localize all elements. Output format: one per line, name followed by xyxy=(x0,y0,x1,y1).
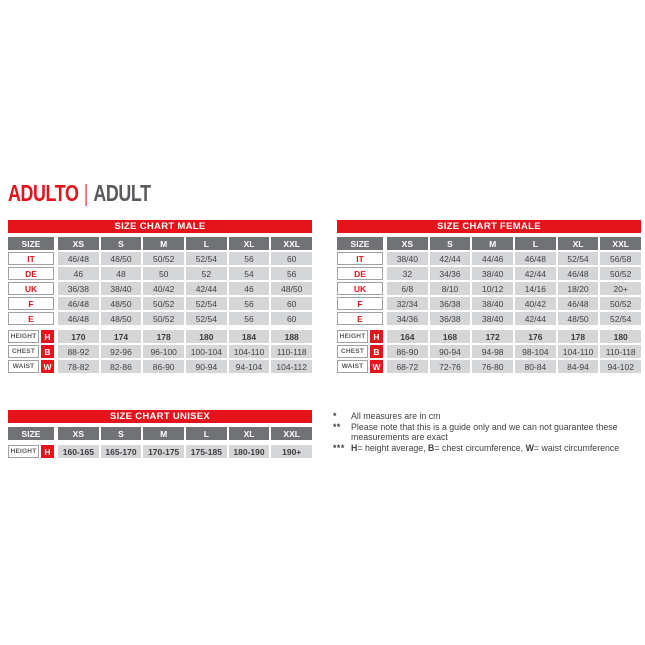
value-cell: 178 xyxy=(143,330,184,343)
row-label-height: HEIGHT xyxy=(8,445,39,458)
value-cell: 86-90 xyxy=(143,360,184,373)
measure-label-group xyxy=(337,330,383,343)
value-cell: 60 xyxy=(271,297,312,310)
table-row-waist xyxy=(8,360,312,373)
value-cell: 46/48 xyxy=(515,252,556,265)
value-cell: 78-82 xyxy=(58,360,99,373)
value-cell: 96-100 xyxy=(143,345,184,358)
row-label-f: F xyxy=(8,297,54,310)
value-cell: 38/40 xyxy=(472,267,513,280)
column-header-m: M xyxy=(143,237,184,250)
column-header-l: L xyxy=(186,427,227,440)
value-cell: 46/48 xyxy=(58,297,99,310)
value-cell: 110-118 xyxy=(271,345,312,358)
value-cell: 48 xyxy=(101,267,142,280)
value-cell: 170-175 xyxy=(143,445,184,458)
column-header-s: S xyxy=(430,237,471,250)
table-row-de xyxy=(337,267,641,280)
title-adulto: ADULTO xyxy=(8,180,79,206)
value-cell: 174 xyxy=(101,330,142,343)
value-cell: 56 xyxy=(229,252,270,265)
measure-label-group xyxy=(337,360,383,373)
value-cell: 52/54 xyxy=(558,252,599,265)
measure-badge-h: H xyxy=(370,330,383,343)
size-chart-female-table xyxy=(337,220,641,373)
value-cell: 38/40 xyxy=(472,312,513,325)
chart-title-bar: SIZE CHART UNISEX xyxy=(8,410,312,423)
value-cell: 10/12 xyxy=(472,282,513,295)
value-cell: 56 xyxy=(229,312,270,325)
column-header-xl: XL xyxy=(229,237,270,250)
table-row-height xyxy=(337,330,641,343)
value-cell: 36/38 xyxy=(58,282,99,295)
measure-badge-h: H xyxy=(41,330,54,343)
column-header-xxl: XXL xyxy=(271,427,312,440)
value-cell: 54 xyxy=(229,267,270,280)
row-label-chest: CHEST xyxy=(8,345,39,358)
measure-badge-w: W xyxy=(41,360,54,373)
value-cell: 46/48 xyxy=(558,297,599,310)
value-cell: 46/48 xyxy=(58,312,99,325)
column-header-xs: XS xyxy=(58,427,99,440)
value-cell: 52/54 xyxy=(186,297,227,310)
row-label-waist: WAIST xyxy=(337,360,368,373)
footnote xyxy=(333,411,645,422)
table-row-height xyxy=(8,330,312,343)
value-cell: 38/40 xyxy=(387,252,428,265)
row-label-chest: CHEST xyxy=(337,345,368,358)
footnote-segment: = height average, xyxy=(357,442,429,453)
footnote-segment: = chest circumference, xyxy=(434,442,526,453)
column-header-l: L xyxy=(515,237,556,250)
value-cell: 180 xyxy=(186,330,227,343)
column-header-xs: XS xyxy=(387,237,428,250)
measure-label-group xyxy=(8,360,54,373)
value-cell: 90-94 xyxy=(186,360,227,373)
value-cell: 60 xyxy=(271,312,312,325)
size-column-header: SIZE xyxy=(8,237,54,250)
row-label-height: HEIGHT xyxy=(8,330,39,343)
value-cell: 42/44 xyxy=(186,282,227,295)
value-cell: 180-190 xyxy=(229,445,270,458)
value-cell: 46 xyxy=(229,282,270,295)
row-label-e: E xyxy=(337,312,383,325)
value-cell: 56/58 xyxy=(600,252,641,265)
measure-badge-w: W xyxy=(370,360,383,373)
row-label-de: DE xyxy=(8,267,54,280)
measure-label-group xyxy=(8,330,54,343)
footnote-segment: B xyxy=(428,442,435,453)
table-row-de xyxy=(8,267,312,280)
footnote-segment: H xyxy=(351,442,358,453)
value-cell: 42/44 xyxy=(515,312,556,325)
value-cell: 48/50 xyxy=(271,282,312,295)
value-cell: 48/50 xyxy=(558,312,599,325)
column-header-l: L xyxy=(186,237,227,250)
footnote-segment: = waist circumference xyxy=(533,442,620,453)
value-cell: 170 xyxy=(58,330,99,343)
column-header-xxl: XXL xyxy=(271,237,312,250)
value-cell: 190+ xyxy=(271,445,312,458)
row-label-height: HEIGHT xyxy=(337,330,368,343)
value-cell: 176 xyxy=(515,330,556,343)
value-cell: 34/36 xyxy=(387,312,428,325)
row-label-e: E xyxy=(8,312,54,325)
value-cell: 50 xyxy=(143,267,184,280)
value-cell: 88-92 xyxy=(58,345,99,358)
value-cell: 184 xyxy=(229,330,270,343)
title-separator: | xyxy=(83,180,89,206)
value-cell: 18/20 xyxy=(558,282,599,295)
chart-title-bar: SIZE CHART FEMALE xyxy=(337,220,641,233)
table-row-it xyxy=(337,252,641,265)
column-header-row xyxy=(8,427,312,440)
table-row-e xyxy=(8,312,312,325)
table-row-e xyxy=(337,312,641,325)
measure-badge-b: B xyxy=(370,345,383,358)
value-cell: 48/50 xyxy=(101,312,142,325)
value-cell: 98-104 xyxy=(515,345,556,358)
value-cell: 52/54 xyxy=(600,312,641,325)
footnote-text xyxy=(351,422,645,443)
value-cell: 104-110 xyxy=(229,345,270,358)
value-cell: 60 xyxy=(271,252,312,265)
value-cell: 56 xyxy=(229,297,270,310)
value-cell: 32/34 xyxy=(387,297,428,310)
value-cell: 178 xyxy=(558,330,599,343)
value-cell: 168 xyxy=(430,330,471,343)
row-label-f: F xyxy=(337,297,383,310)
footnote xyxy=(333,443,645,454)
value-cell: 165-170 xyxy=(101,445,142,458)
measure-label-group xyxy=(337,345,383,358)
column-header-row xyxy=(337,237,641,250)
value-cell: 160-165 xyxy=(58,445,99,458)
value-cell: 104-110 xyxy=(558,345,599,358)
value-cell: 52 xyxy=(186,267,227,280)
value-cell: 50/52 xyxy=(600,297,641,310)
value-cell: 56 xyxy=(271,267,312,280)
row-label-uk: UK xyxy=(337,282,383,295)
column-header-s: S xyxy=(101,427,142,440)
measure-label-group xyxy=(8,445,54,458)
value-cell: 80-84 xyxy=(515,360,556,373)
value-cell: 82-86 xyxy=(101,360,142,373)
table-row-height xyxy=(8,445,312,458)
value-cell: 72-76 xyxy=(430,360,471,373)
value-cell: 90-94 xyxy=(430,345,471,358)
chart-title-bar: SIZE CHART MALE xyxy=(8,220,312,233)
value-cell: 46 xyxy=(58,267,99,280)
footnote-segment: W xyxy=(525,442,534,453)
value-cell: 50/52 xyxy=(143,252,184,265)
table-row-chest xyxy=(8,345,312,358)
value-cell: 104-112 xyxy=(271,360,312,373)
column-header-xl: XL xyxy=(229,427,270,440)
value-cell: 52/54 xyxy=(186,312,227,325)
value-cell: 76-80 xyxy=(472,360,513,373)
value-cell: 38/40 xyxy=(472,297,513,310)
table-row-chest xyxy=(337,345,641,358)
footnote-text xyxy=(351,443,645,454)
column-header-m: M xyxy=(143,427,184,440)
value-cell: 36/38 xyxy=(430,297,471,310)
row-label-it: IT xyxy=(337,252,383,265)
table-row-it xyxy=(8,252,312,265)
size-column-header: SIZE xyxy=(337,237,383,250)
value-cell: 52/54 xyxy=(186,252,227,265)
value-cell: 68-72 xyxy=(387,360,428,373)
row-label-uk: UK xyxy=(8,282,54,295)
footnote-segment: Please note that this is a guide only and we can not guarantee these measurements are exact xyxy=(351,421,618,443)
value-cell: 46/48 xyxy=(58,252,99,265)
footnote-segment: All measures are in cm xyxy=(351,411,441,421)
value-cell: 44/46 xyxy=(472,252,513,265)
value-cell: 50/52 xyxy=(143,312,184,325)
value-cell: 34/36 xyxy=(430,267,471,280)
footnote-text xyxy=(351,411,645,422)
value-cell: 6/8 xyxy=(387,282,428,295)
value-cell: 32 xyxy=(387,267,428,280)
value-cell: 84-94 xyxy=(558,360,599,373)
value-cell: 164 xyxy=(387,330,428,343)
measure-badge-b: B xyxy=(41,345,54,358)
value-cell: 40/42 xyxy=(143,282,184,295)
value-cell: 48/50 xyxy=(101,297,142,310)
column-header-xl: XL xyxy=(558,237,599,250)
column-header-row xyxy=(8,237,312,250)
value-cell: 48/50 xyxy=(101,252,142,265)
footnotes xyxy=(333,411,645,453)
table-row-f xyxy=(337,297,641,310)
value-cell: 46/48 xyxy=(558,267,599,280)
measure-badge-h: H xyxy=(41,445,54,458)
footnote-marker: ** xyxy=(333,421,341,432)
footnote-marker: * xyxy=(333,411,337,421)
value-cell: 180 xyxy=(600,330,641,343)
row-label-it: IT xyxy=(8,252,54,265)
value-cell: 14/16 xyxy=(515,282,556,295)
size-column-header: SIZE xyxy=(8,427,54,440)
value-cell: 94-104 xyxy=(229,360,270,373)
size-chart-unisex-table xyxy=(8,410,312,458)
footnote xyxy=(333,422,645,443)
value-cell: 20+ xyxy=(600,282,641,295)
measure-label-group xyxy=(8,345,54,358)
row-label-de: DE xyxy=(337,267,383,280)
value-cell: 100-104 xyxy=(186,345,227,358)
table-row-f xyxy=(8,297,312,310)
row-label-waist: WAIST xyxy=(8,360,39,373)
value-cell: 86-90 xyxy=(387,345,428,358)
value-cell: 92-96 xyxy=(101,345,142,358)
column-header-xs: XS xyxy=(58,237,99,250)
value-cell: 42/44 xyxy=(515,267,556,280)
value-cell: 94-102 xyxy=(600,360,641,373)
value-cell: 42/44 xyxy=(430,252,471,265)
table-row-uk xyxy=(337,282,641,295)
size-chart-male-table xyxy=(8,220,312,373)
value-cell: 38/40 xyxy=(101,282,142,295)
table-row-uk xyxy=(8,282,312,295)
value-cell: 94-98 xyxy=(472,345,513,358)
value-cell: 50/52 xyxy=(143,297,184,310)
value-cell: 110-118 xyxy=(600,345,641,358)
title-adult: ADULT xyxy=(93,180,151,206)
column-header-m: M xyxy=(472,237,513,250)
value-cell: 188 xyxy=(271,330,312,343)
value-cell: 172 xyxy=(472,330,513,343)
column-header-xxl: XXL xyxy=(600,237,641,250)
value-cell: 8/10 xyxy=(430,282,471,295)
value-cell: 50/52 xyxy=(600,267,641,280)
value-cell: 40/42 xyxy=(515,297,556,310)
value-cell: 175-185 xyxy=(186,445,227,458)
footnote-marker: *** xyxy=(333,442,345,453)
table-row-waist xyxy=(337,360,641,373)
value-cell: 36/38 xyxy=(430,312,471,325)
page-title xyxy=(8,180,151,207)
column-header-s: S xyxy=(101,237,142,250)
